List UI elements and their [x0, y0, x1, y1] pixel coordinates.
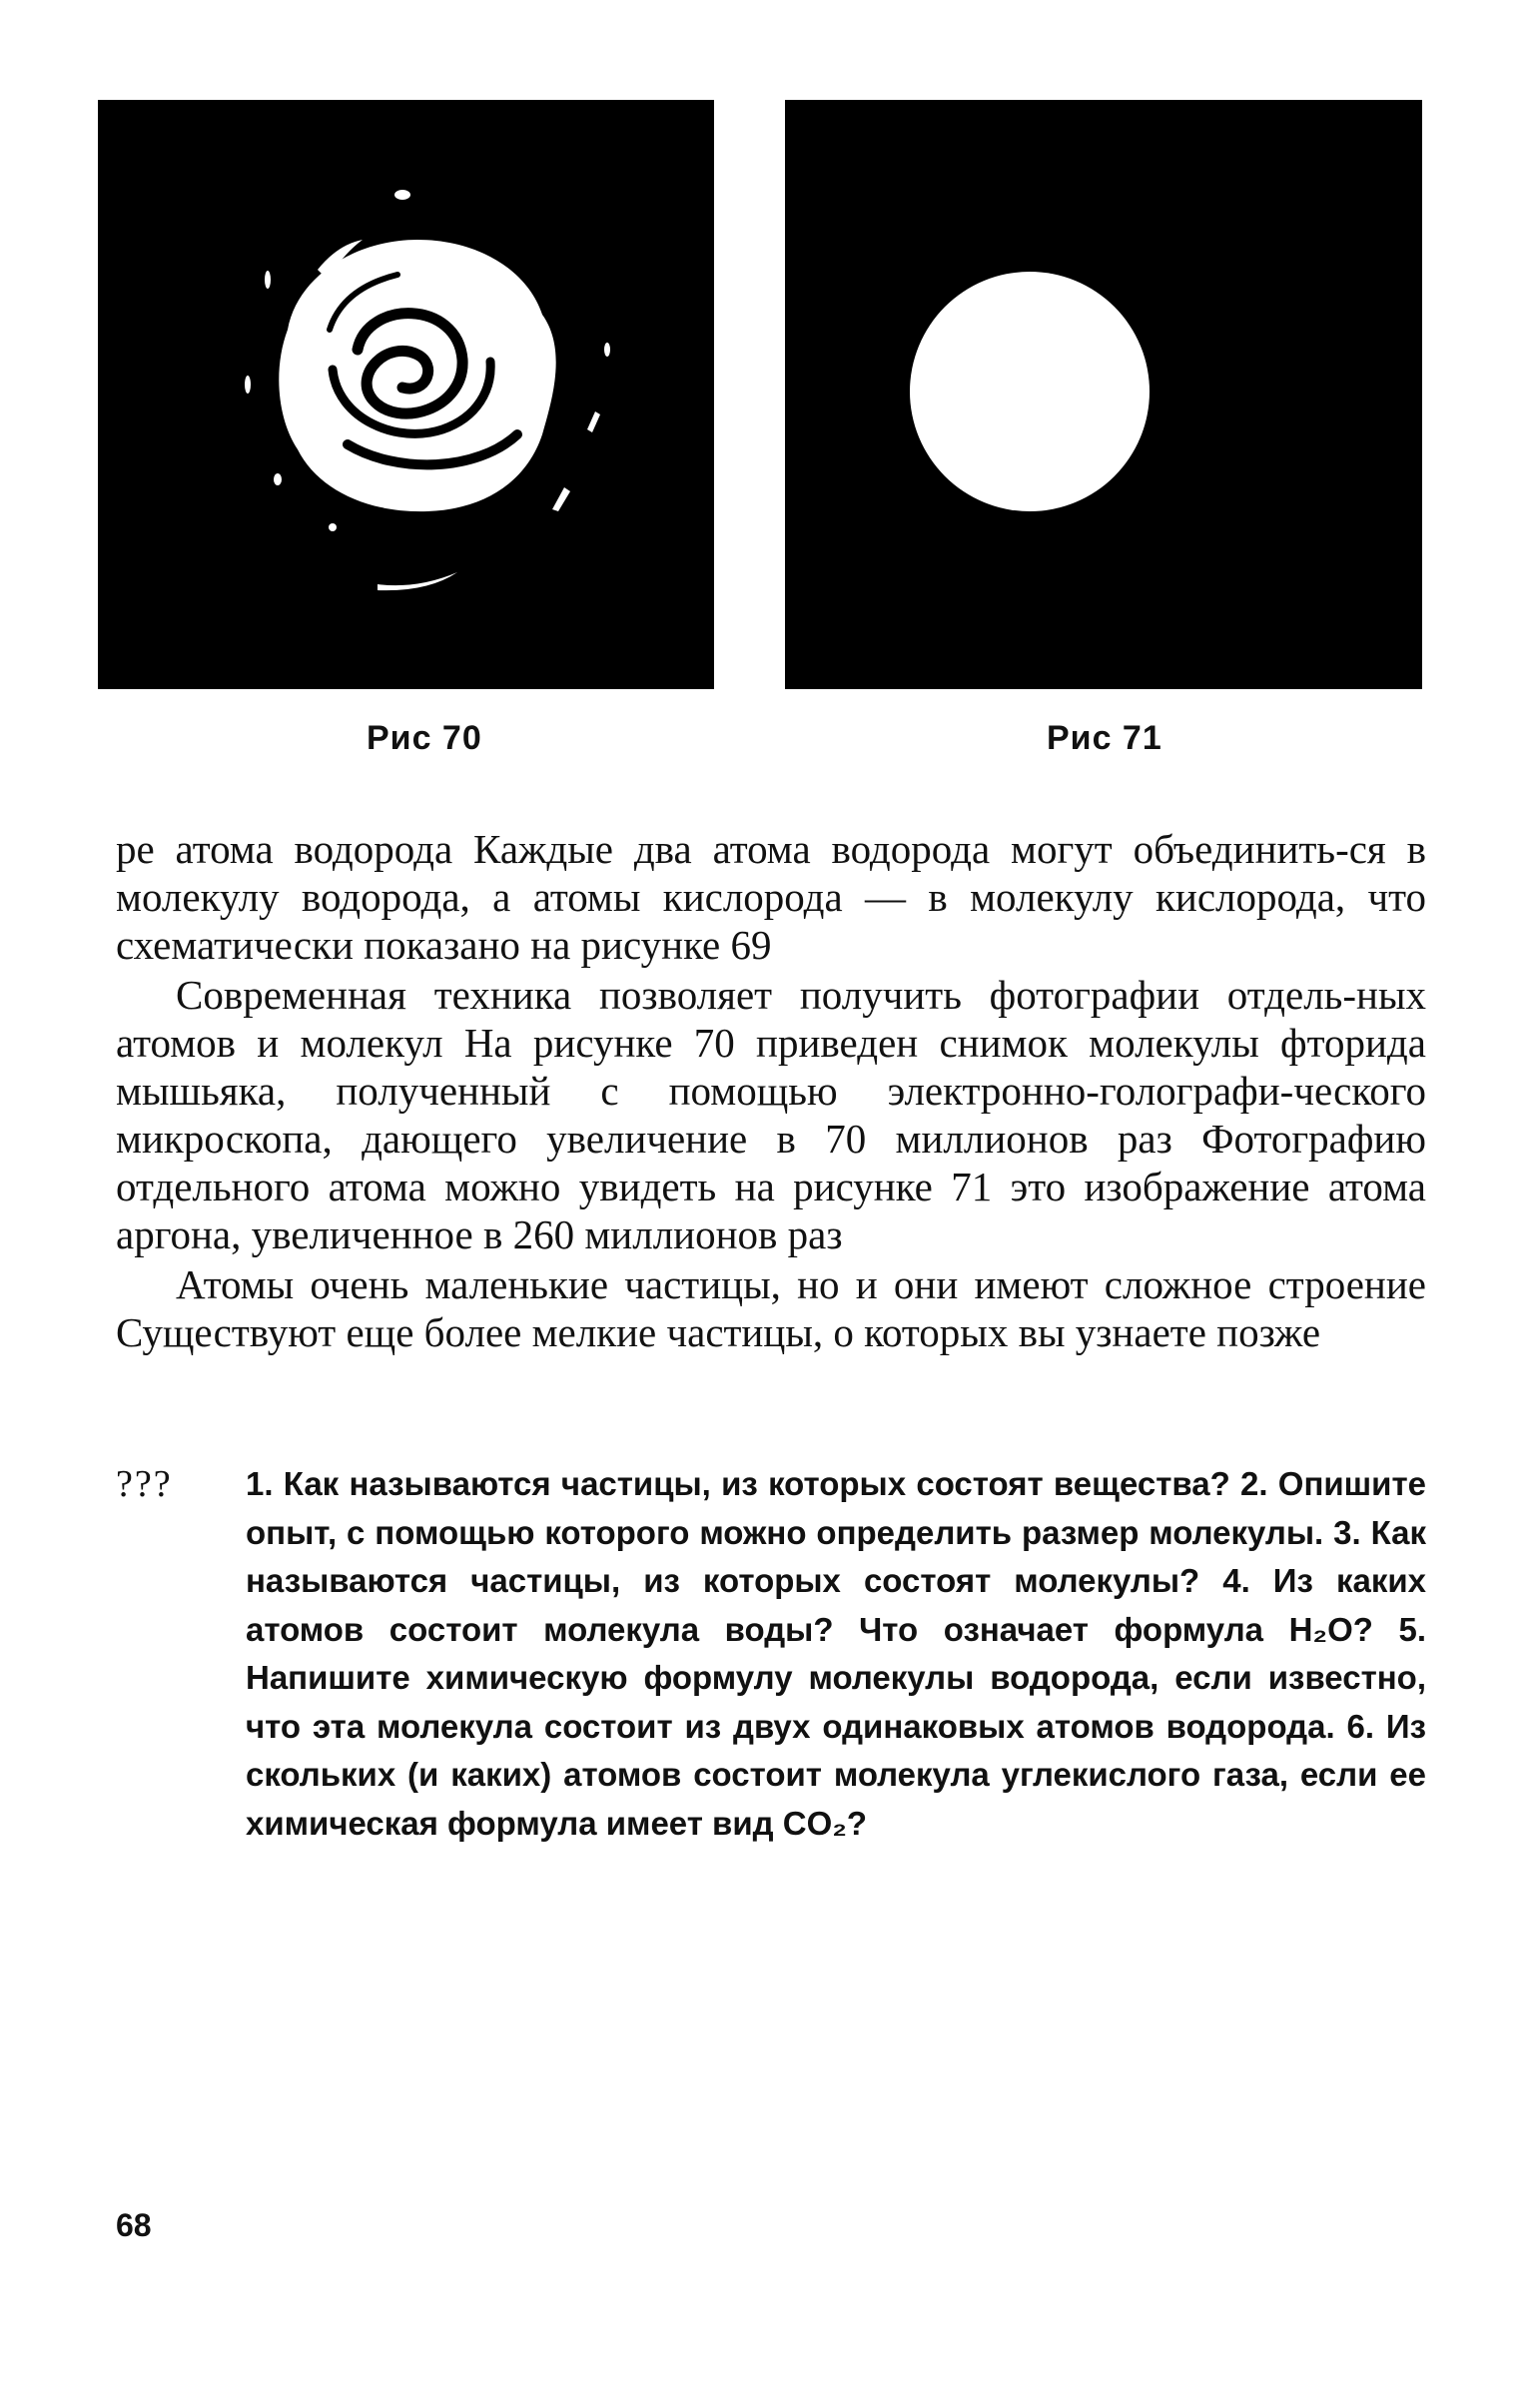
questions-marker: ??? — [116, 1463, 173, 1505]
paragraph-3: Атомы очень маленькие частицы, но и они имеют сложное строение Существуют еще более мелкие частицы, о которых вы узнаете позже — [116, 1261, 1426, 1355]
questions-text: 1. Как называются частицы, из которых состоят вещества? 2. Опишите опыт, с помощью которого можно определить размер молекулы. 3. Как называются частицы, из которых состоят молекулы? 4. Из каких атомов состоит молекула воды? Что означает формула H₂O? 5. Напишите химическую формулу молекулы водорода, если известно, что эта молекула состоит из двух одинаковых атомов водорода. 6. Из скольких (и каких) атомов состоит молекула углекислого газа, если ее химическая формула имеет вид CO₂? — [246, 1465, 1426, 1842]
molecule-blob — [279, 240, 555, 511]
figure-71-atom-photo — [785, 100, 1422, 689]
atom-image — [785, 100, 1422, 689]
body-text — [116, 825, 1426, 1356]
figure-70-caption: Рис 70 — [367, 719, 482, 757]
figure-70-molecule-photo — [98, 100, 714, 689]
paragraph-1: ре атома водорода Каждые два атома водорода могут объединить-ся в молекулу водорода, а атомы кислорода — в молекулу кислорода, что схематически показано на рисунке 69 — [116, 826, 1426, 968]
argon-atom-disc — [910, 272, 1150, 511]
page-number: 68 — [116, 2207, 152, 2243]
paragraph-2: Современная техника позволяет получить фотографии отдель-ных атомов и молекул На рисунке 70 приведен снимок молекулы фторида мышьяка, полученный с помощью электронно-голографи-ческого микроскопа, дающего увеличение в 70 миллионов раз Фотографию отдельного атома можно увидеть на рисунке 71 это изображение атома аргона, увеличенное в 260 миллионов раз — [116, 972, 1426, 1257]
figure-71-caption: Рис 71 — [1047, 719, 1162, 757]
molecule-image — [98, 100, 714, 689]
